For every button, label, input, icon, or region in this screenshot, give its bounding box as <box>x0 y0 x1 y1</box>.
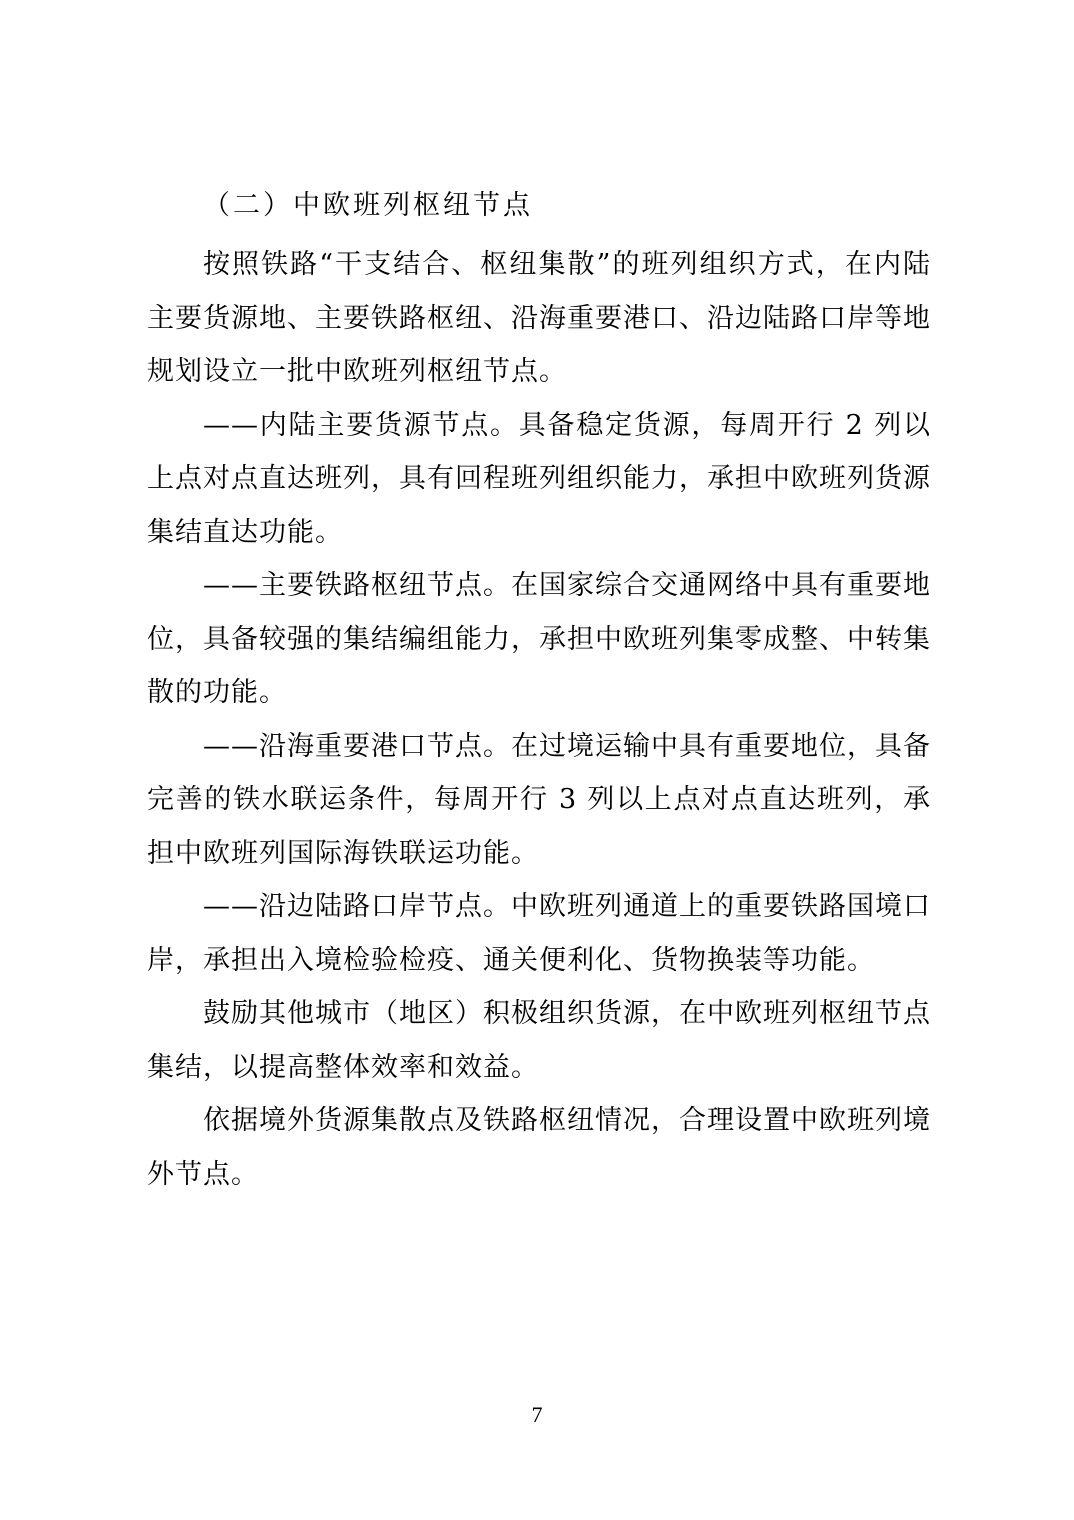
paragraph-inland-source-node: ——内陆主要货源节点。具备稳定货源，每周开行 2 列以上点对点直达班列，具有回程班列组织能力，承担中欧班列货源集结直达功能。 <box>147 409 931 548</box>
paragraph-overseas-nodes: 依据境外货源集散点及铁路枢纽情况，合理设置中欧班列境外节点。 <box>147 1105 931 1190</box>
paragraph-other-cities: 鼓励其他城市（地区）积极组织货源，在中欧班列枢纽节点集结，以提高整体效率和效益。 <box>147 998 931 1083</box>
page-number: 7 <box>531 1402 543 1427</box>
section-heading: （二）中欧班列枢纽节点 <box>203 190 533 221</box>
paragraph-border-port-node: ——沿边陆路口岸节点。中欧班列通道上的重要铁路国境口岸，承担出入境检验检疫、通关便利化、货物换装等功能。 <box>147 891 931 976</box>
paragraph-railway-hub-node: ——主要铁路枢纽节点。在国家综合交通网络中具有重要地位，具备较强的集结编组能力，承担中欧班列集零成整、中转集散的功能。 <box>147 570 931 708</box>
paragraph-intro: 按照铁路“干支结合、枢纽集散”的班列组织方式，在内陆主要货源地、主要铁路枢纽、沿海重要港口、沿边陆路口岸等地规划设立一批中欧班列枢纽节点。 <box>147 249 931 387</box>
body-text <box>147 238 931 1201</box>
paragraph-coastal-port-node: ——沿海重要港口节点。在过境运输中具有重要地位，具备完善的铁水联运条件，每周开行 3 列以上点对点直达班列，承担中欧班列国际海铁联运功能。 <box>147 730 931 869</box>
